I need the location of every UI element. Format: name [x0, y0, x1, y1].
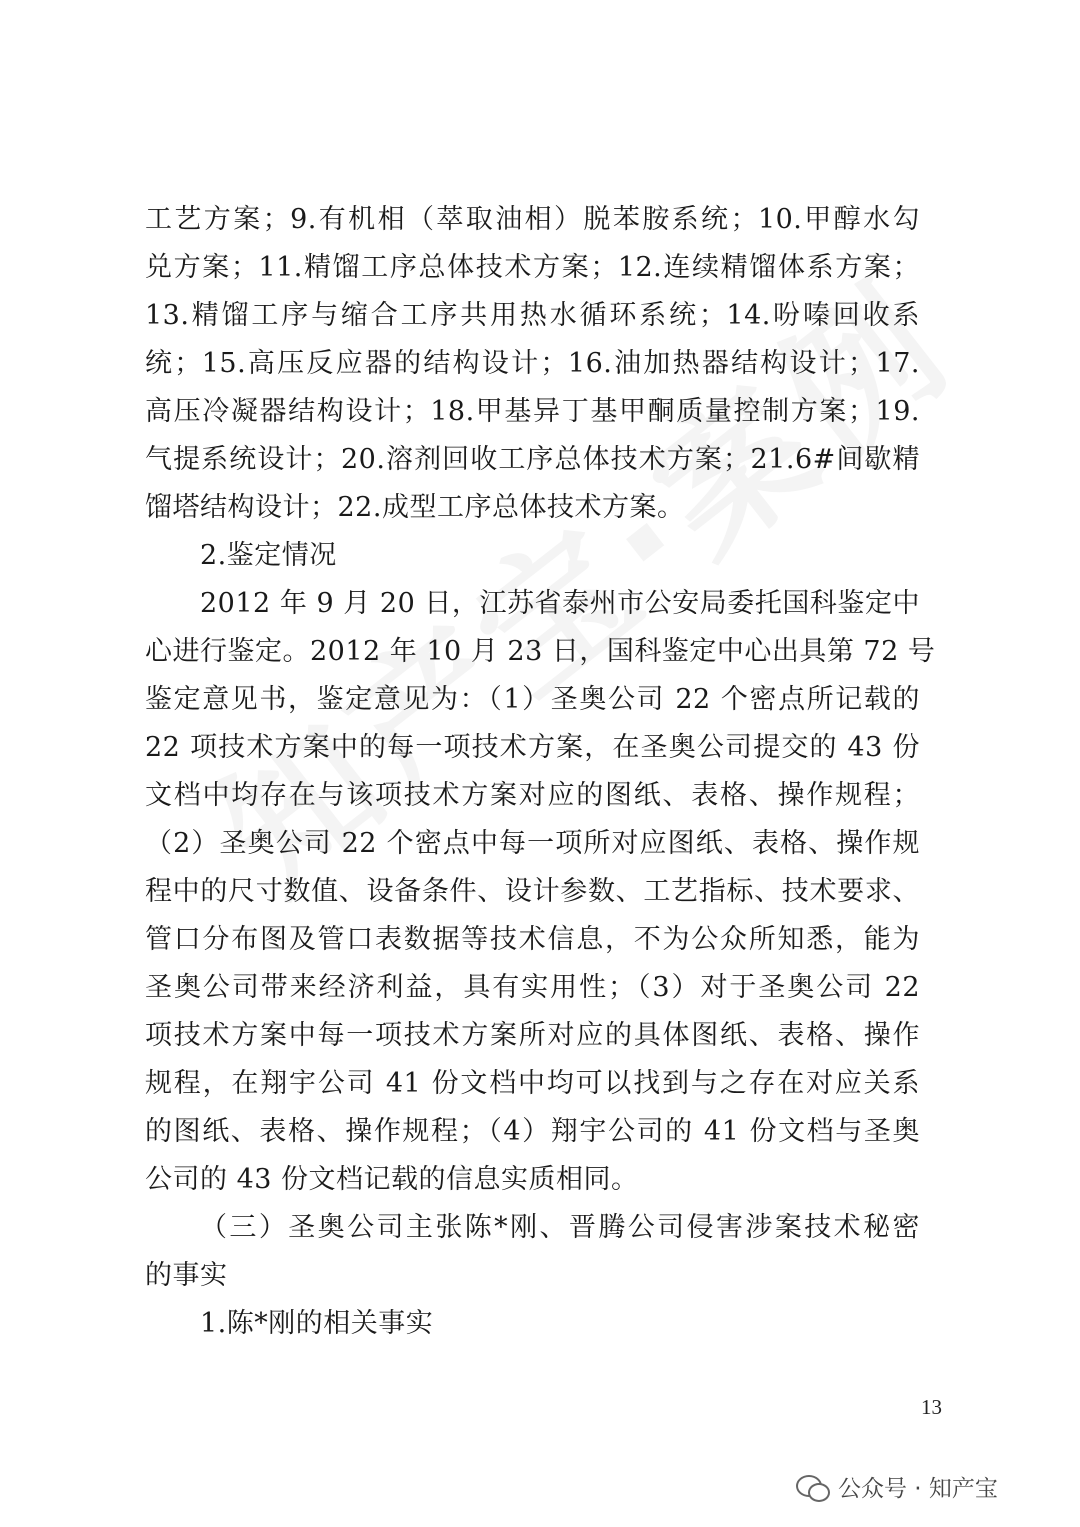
- text-line: 高压冷凝器结构设计；18.甲基异丁基甲酮质量控制方案；19.: [145, 396, 920, 427]
- text-line: 气提系统设计；20.溶剂回收工序总体技术方案；21.6#间歇精: [145, 444, 920, 475]
- text-line: 馏塔结构设计；22.成型工序总体技术方案。: [145, 492, 685, 523]
- body-text: [145, 196, 936, 1348]
- text-line: 文档中均存在与该项技术方案对应的图纸、表格、操作规程；: [145, 780, 920, 811]
- text-line: 心进行鉴定。2012 年 10 月 23 日，国科鉴定中心出具第 72 号: [145, 636, 936, 667]
- text-line: （2）圣奥公司 22 个密点中每一项所对应图纸、表格、操作规: [145, 828, 920, 859]
- text-line: 的图纸、表格、操作规程；（4）翔宇公司的 41 份文档与圣奥: [145, 1116, 920, 1147]
- wechat-icon: [796, 1473, 830, 1501]
- text-line: 鉴定意见书，鉴定意见为：（1）圣奥公司 22 个密点所记载的: [145, 684, 920, 715]
- section-heading: （三）圣奥公司主张陈*刚、晋腾公司侵害涉案技术秘密: [200, 1212, 920, 1243]
- page-number: 13: [921, 1395, 942, 1419]
- text-line: 22 项技术方案中的每一项技术方案，在圣奥公司提交的 43 份: [145, 732, 920, 763]
- subsection-heading: 1.陈*刚的相关事实: [200, 1308, 434, 1339]
- text-line: 圣奥公司带来经济利益，具有实用性；（3）对于圣奥公司 22: [145, 972, 920, 1003]
- section-heading-cont: 的事实: [145, 1260, 228, 1291]
- text-line: 统；15.高压反应器的结构设计；16.油加热器结构设计；17.: [145, 348, 920, 379]
- section-heading: 2.鉴定情况: [200, 540, 337, 571]
- text-line: 工艺方案；9.有机相（萃取油相）脱苯胺系统；10.甲醇水勾: [145, 204, 920, 235]
- footer-text: 公众号 · 知产宝: [838, 1476, 998, 1502]
- text-line: 2012 年 9 月 20 日，江苏省泰州市公安局委托国科鉴定中: [200, 588, 920, 619]
- footer-brand: [796, 1470, 998, 1503]
- text-line: 项技术方案中每一项技术方案所对应的具体图纸、表格、操作: [145, 1020, 920, 1051]
- text-line: 规程，在翔宇公司 41 份文档中均可以找到与之存在对应关系: [145, 1068, 920, 1099]
- text-line: 兑方案；11.精馏工序总体技术方案；12.连续精馏体系方案；: [145, 252, 920, 283]
- text-line: 13.精馏工序与缩合工序共用热水循环系统；14.吩嗪回收系: [145, 300, 920, 331]
- text-line: 公司的 43 份文档记载的信息实质相同。: [145, 1164, 639, 1195]
- text-line: 程中的尺寸数值、设备条件、设计参数、工艺指标、技术要求、: [145, 876, 920, 907]
- text-line: 管口分布图及管口表数据等技术信息，不为公众所知悉，能为: [145, 924, 920, 955]
